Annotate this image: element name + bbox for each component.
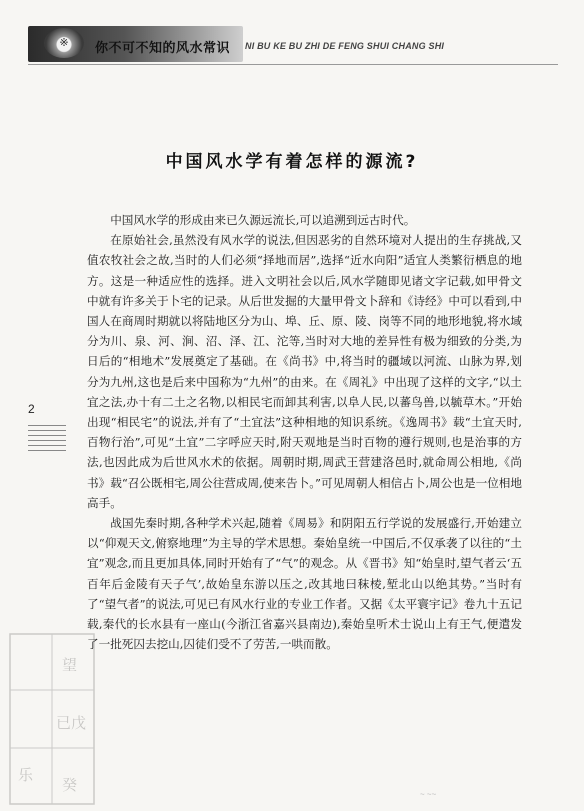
rule-line <box>28 425 66 426</box>
watermark-glyph: 望 <box>62 656 78 674</box>
watermark-glyph: 乐 <box>18 766 34 784</box>
book-title: 你不可不知的风水常识 <box>95 41 231 56</box>
page-number: 2 <box>28 402 35 416</box>
running-header <box>0 26 584 62</box>
paragraph: 在原始社会,虽然没有风水学的说法,但因恶劣的自然环境对人提出的生存挑战,又值农牧社会之故,当时的人们必须“择地而居”,选择“近水向阳”适宜人类繁衍栖息的地方。这是一种适应性的选择。进入文明社会以后,风水学随即见诸文字记载,如甲骨文中就有许多关于卜宅的记录。从后世发掘的大量甲骨文卜辞和《诗经》中可以看到,中国人在商周时期就以将陆地区分为山、埠、丘、原、陵、岗等不同的地形地貌,将水域分为川、泉、河、涧、沼、泽、江、沱等,当时对大地的差异性有极为细致的分类,为日后的“相地术”发展奠定了基础。在《尚书》中,将当时的疆域以河流、山脉为界,划分为九州,这也是后来中国称为“九州”的由来。在《周礼》中出现了这样的文字,“以土宜之法,办十有二土之名物,以相民宅而卸其利害,以阜人民,以蕃鸟兽,以毓草木。”开始出现“相民宅”的说法,并有了“土宜法”这种相地的知识系统。《逸周书》载“土宜天时,百物行治”,可见“土宜”二字呼应天时,附天观地是当时百物的遵行规则,也是治事的方法,也因此成为后世风水术的依据。周朝时期,周武王营建洛邑时,就命周公相地,《尚书》载“召公既相宅,周公往营成周,使来告卜。”可见周朝人相信占卜,周公也是一位相地高手。 <box>87 233 522 510</box>
rule-line <box>28 440 66 441</box>
watermark-glyph: 已戊 <box>56 714 87 732</box>
watermark-glyph: 癸 <box>62 776 78 794</box>
paragraph: 战国先秦时期,各种学术兴起,随着《周易》和阴阳五行学说的发展盛行,开始建立以“仰观天文,俯察地理”为主导的学术思想。秦始皇统一中国后,不仅承袭了以往的“土宜”观念,而且更加具体,同时开始有了“气”的观念。从《晋书》知“始皇时,望气者云‘五百年后金陵有天子气’,故始皇东游以压之,改其地曰秣棱,堑北山以绝其势。”当时有了“望气者”的说法,可见已有风水行业的专业工作者。又据《太平寰宇记》卷九十五记载,秦代的长水县有一座山(今浙江省嘉兴县南边),秦始皇听术士说山上有王气,便遣发了一批死囚去挖山,囚徒们受不了劳苦,一哄而散。 <box>87 516 522 652</box>
article-body <box>87 210 522 654</box>
article-title: 中国风水学有着怎样的源流? <box>165 152 419 172</box>
rule-line <box>28 445 66 446</box>
book-title-pinyin: NI BU KE BU ZHI DE FENG SHUI CHANG SHI <box>245 41 445 51</box>
faint-footer-mark: ~ ~~ <box>420 790 437 799</box>
paragraph: 中国风水学的形成由来已久源远流长,可以追溯到远古时代。 <box>110 213 416 227</box>
header-rule <box>28 64 558 65</box>
compass-emblem-icon <box>44 28 84 58</box>
watermark-graphic <box>4 630 99 811</box>
page-number-rules <box>28 425 66 455</box>
rule-line <box>28 430 66 431</box>
rule-line <box>28 435 66 436</box>
emblem-glyph: ※ <box>59 36 69 49</box>
feng-shui-chart-watermark <box>4 630 99 811</box>
rule-line <box>28 450 66 451</box>
